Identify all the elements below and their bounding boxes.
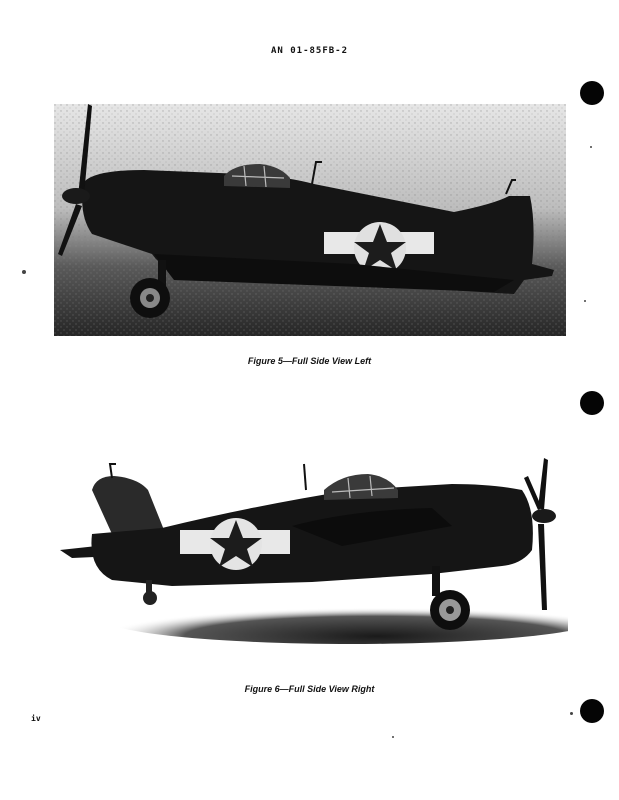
page-number: iv [31,714,41,723]
binder-hole-top [580,81,604,105]
scan-speck [590,146,592,148]
figure-6-photo [52,450,568,650]
scan-speck [584,300,586,302]
scan-speck [392,736,394,738]
figure-6-caption: Figure 6—Full Side View Right [244,684,375,694]
scan-speck [22,270,26,274]
binder-hole-middle [580,391,604,415]
aircraft-right-side-image [52,450,568,650]
figure-5-caption: Figure 5—Full Side View Left [247,356,372,366]
binder-hole-bottom [580,699,604,723]
figure-5-photo [54,104,566,336]
document-number-header: AN 01-85FB-2 [270,46,349,56]
scan-speck [570,712,573,715]
aircraft-left-side-image [54,104,566,336]
